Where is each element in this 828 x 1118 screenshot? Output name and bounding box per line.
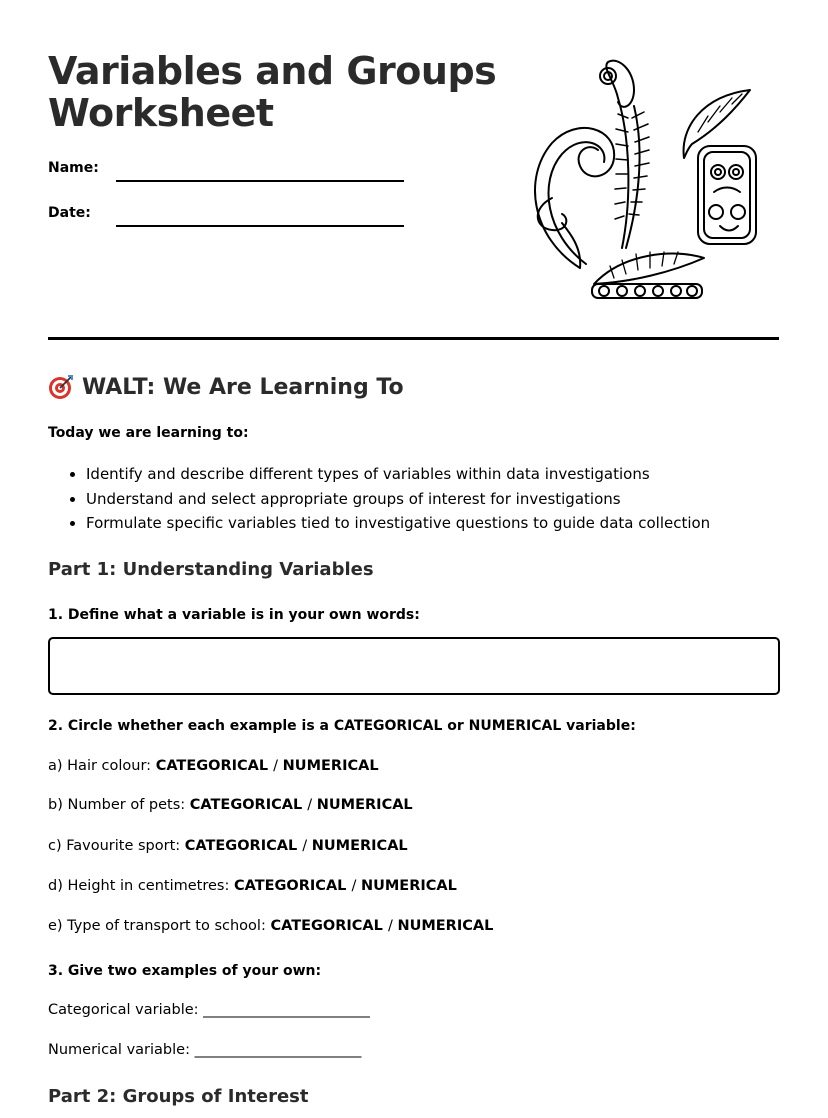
title-line-1: Variables and Groups — [48, 49, 497, 93]
target-icon — [48, 374, 74, 400]
section-divider — [48, 337, 779, 340]
koru-fern-illustration — [522, 58, 762, 302]
numerical-option[interactable]: NUMERICAL — [397, 918, 494, 934]
categorical-option[interactable]: CATEGORICAL — [233, 878, 352, 894]
item-label: e) Type of transport to school: — [48, 918, 271, 934]
separator: / — [307, 797, 317, 813]
categorical-option[interactable]: CATEGORICAL — [189, 797, 308, 813]
question-3: 3. Give two examples of your own: — [48, 963, 322, 979]
numerical-example-label: Numerical variable: — [48, 1042, 195, 1058]
name-line[interactable] — [116, 180, 404, 182]
item-a — [48, 758, 379, 774]
separator: / — [351, 878, 361, 894]
question-2: 2. Circle whether each example is a CATEGORICAL or NUMERICAL variable: — [48, 718, 636, 734]
question-1: 1. Define what a variable is in your own words: — [48, 607, 420, 623]
walt-heading-text: WALT: We Are Learning To — [82, 374, 404, 400]
numerical-example — [48, 1042, 361, 1058]
numerical-option[interactable]: NUMERICAL — [316, 797, 413, 813]
worksheet-title — [48, 50, 496, 134]
numerical-option[interactable]: NUMERICAL — [360, 878, 457, 894]
item-e — [48, 918, 493, 934]
name-label: Name: — [48, 160, 99, 176]
list-item: • Formulate specific variables tied to investigative questions to guide data collection — [86, 511, 710, 536]
separator: / — [273, 758, 283, 774]
numerical-example-blank[interactable]: _______________________ — [194, 1042, 362, 1058]
categorical-example-blank[interactable]: _______________________ — [203, 1002, 370, 1018]
numerical-option[interactable]: NUMERICAL — [311, 838, 408, 854]
separator: / — [302, 838, 312, 854]
item-label: d) Height in centimetres: — [48, 878, 234, 894]
part1-heading: Part 1: Understanding Variables — [48, 559, 374, 580]
item-c — [48, 838, 408, 854]
categorical-option[interactable]: CATEGORICAL — [270, 918, 388, 934]
item-label: b) Number of pets: — [48, 797, 190, 813]
objectives-list — [66, 462, 710, 536]
walt-lead: Today we are learning to: — [48, 425, 249, 441]
item-label: a) Hair colour: — [48, 758, 156, 774]
title-line-2: Worksheet — [48, 91, 274, 135]
categorical-option[interactable]: CATEGORICAL — [184, 838, 303, 854]
part2-heading: Part 2: Groups of Interest — [48, 1086, 309, 1107]
categorical-example-label: Categorical variable: — [48, 1002, 204, 1018]
list-item: • Identify and describe different types of variables within data investigations — [86, 462, 710, 487]
definition-answer-box[interactable] — [48, 637, 780, 695]
date-label: Date: — [48, 205, 91, 221]
numerical-option[interactable]: NUMERICAL — [282, 758, 379, 774]
date-line[interactable] — [116, 225, 404, 227]
item-d — [48, 878, 457, 894]
item-b — [48, 797, 413, 813]
separator: / — [387, 918, 398, 934]
walt-heading — [48, 374, 404, 400]
categorical-option[interactable]: CATEGORICAL — [155, 758, 274, 774]
categorical-example — [48, 1002, 370, 1018]
list-item: • Understand and select appropriate groups of interest for investigations — [86, 487, 710, 512]
item-label: c) Favourite sport: — [48, 838, 185, 854]
